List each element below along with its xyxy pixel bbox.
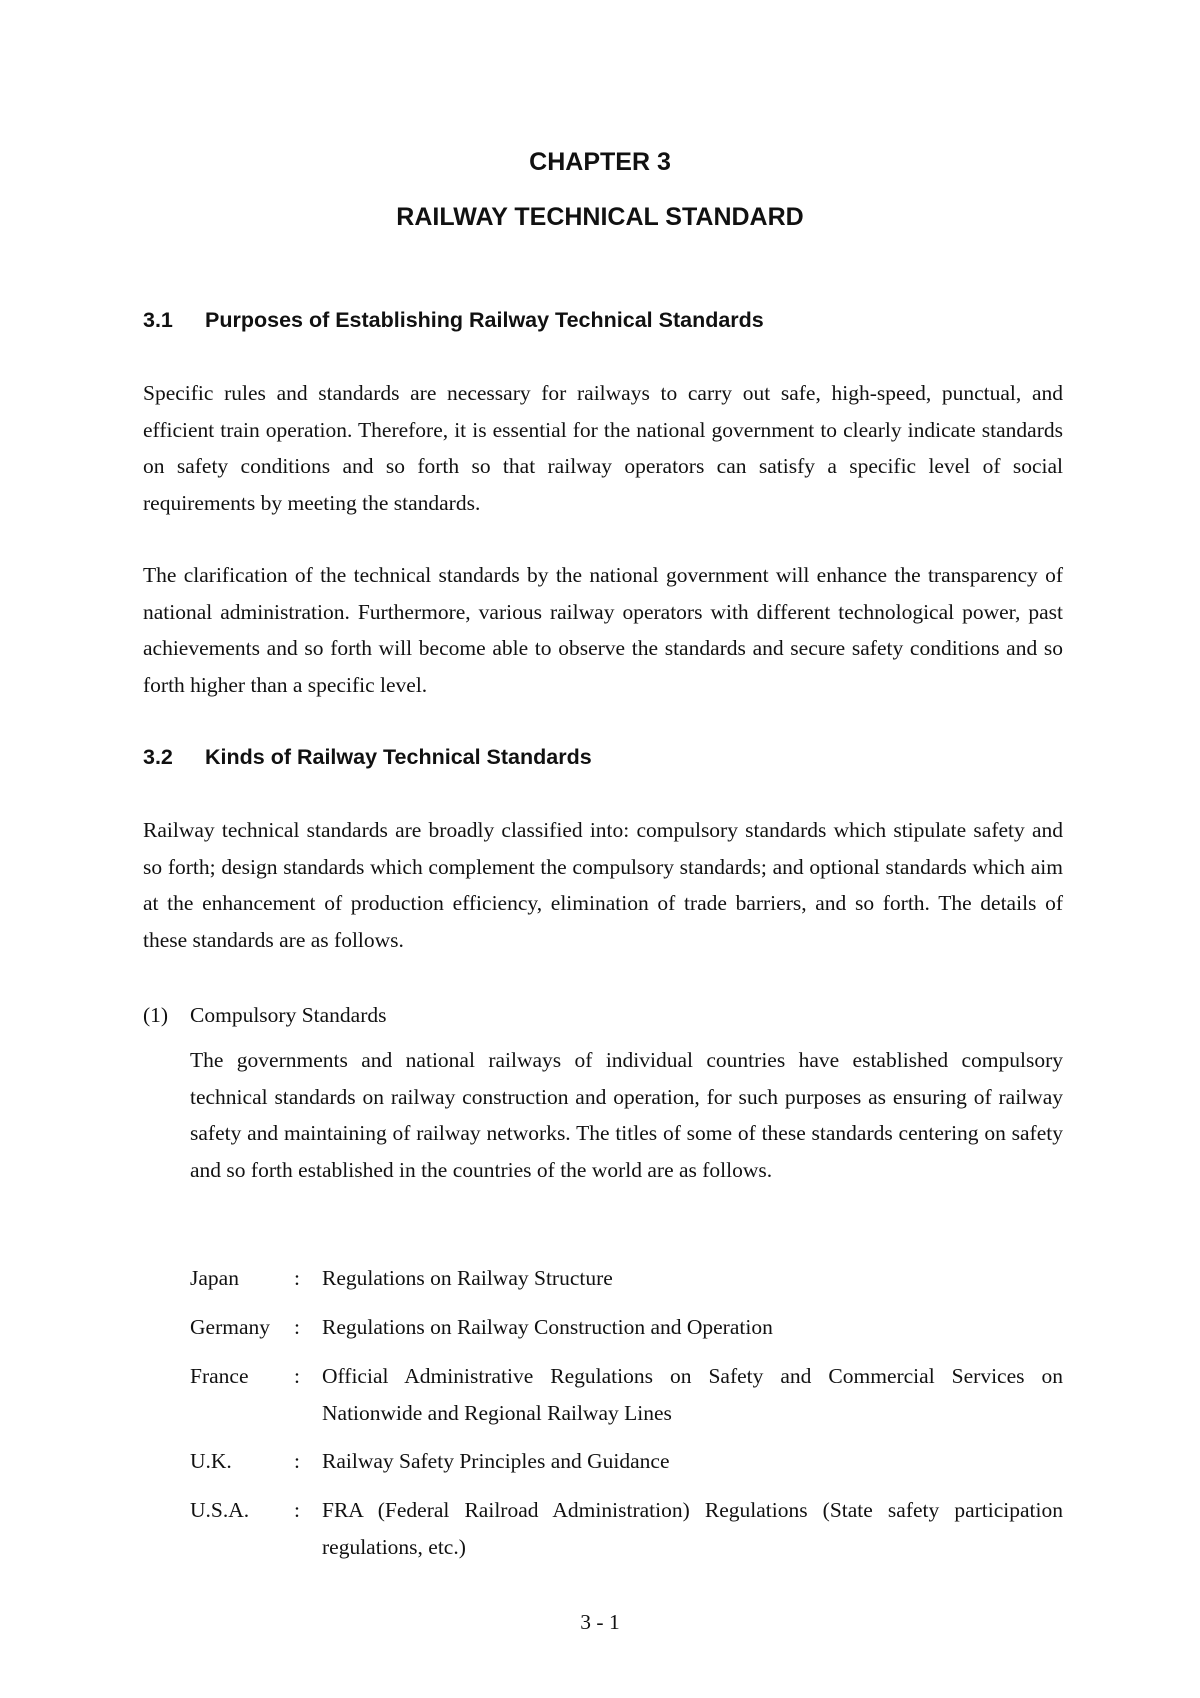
section-3-2-paragraph: Railway technical standards are broadly classified into: compulsory standards which stipulate safety and so forth; design standards which complement the compulsory standards; and optional standards which aim at the enhancement of production efficiency, elimination of trade barriers, and so forth. The details of these standards are as follows. xyxy=(143,818,1063,952)
standard-country: U.K. xyxy=(190,1449,232,1473)
standard-country: U.S.A. xyxy=(190,1498,250,1522)
section-3-1-number: 3.1 xyxy=(143,308,173,332)
standard-title: Official Administrative Regulations on Safety and Commercial Services on Nationwide and Regional Railway Lines xyxy=(322,1364,1063,1425)
list-item-label: Compulsory Standards xyxy=(190,1003,387,1027)
standard-title: Railway Safety Principles and Guidance xyxy=(322,1449,670,1473)
standard-country: France xyxy=(190,1364,249,1388)
standard-colon: : xyxy=(294,1449,300,1473)
chapter-title: RAILWAY TECHNICAL STANDARD xyxy=(396,203,804,231)
standard-colon: : xyxy=(294,1498,300,1522)
standard-title: FRA (Federal Railroad Administration) Regulations (State safety participation regulations, etc.) xyxy=(322,1498,1063,1559)
standard-country: Germany xyxy=(190,1315,270,1339)
standard-colon: : xyxy=(294,1364,300,1388)
standard-title: Regulations on Railway Structure xyxy=(322,1266,613,1290)
section-3-1-heading xyxy=(143,308,764,333)
page-number: 3 - 1 xyxy=(580,1610,620,1634)
compulsory-standards-label xyxy=(143,1003,386,1028)
section-3-1-paragraph-1: Specific rules and standards are necessary for railways to carry out safe, high-speed, punctual, and efficient train operation. Therefore, it is essential for the national government to clearly indicate standards on safety conditions and so forth so that railway operators can satisfy a specific level of social requirements by meeting the standards. xyxy=(143,381,1063,515)
standard-country: Japan xyxy=(190,1266,239,1290)
standard-colon: : xyxy=(294,1315,300,1339)
list-item-number: (1) xyxy=(143,1003,169,1027)
section-3-2-title: Kinds of Railway Technical Standards xyxy=(205,745,592,769)
compulsory-standards-paragraph: The governments and national railways of individual countries have established compulsory technical standards on railway construction and operation, for such purposes as ensuring of railway safety and maintaining of railway networks. The titles of some of these standards centering on safety and so forth established in the countries of the world are as follows. xyxy=(190,1048,1063,1182)
section-3-1-title: Purposes of Establishing Railway Technical Standards xyxy=(205,308,764,332)
chapter-number: CHAPTER 3 xyxy=(529,148,671,176)
section-3-1-paragraph-2: The clarification of the technical standards by the national government will enhance the transparency of national administration. Furthermore, various railway operators with different technological power, past achievements and so forth will become able to observe the standards and secure safety conditions and so forth higher than a specific level. xyxy=(143,563,1063,697)
section-3-2-heading xyxy=(143,745,592,770)
standard-colon: : xyxy=(294,1266,300,1290)
section-3-2-number: 3.2 xyxy=(143,745,173,769)
standard-title: Regulations on Railway Construction and Operation xyxy=(322,1315,773,1339)
